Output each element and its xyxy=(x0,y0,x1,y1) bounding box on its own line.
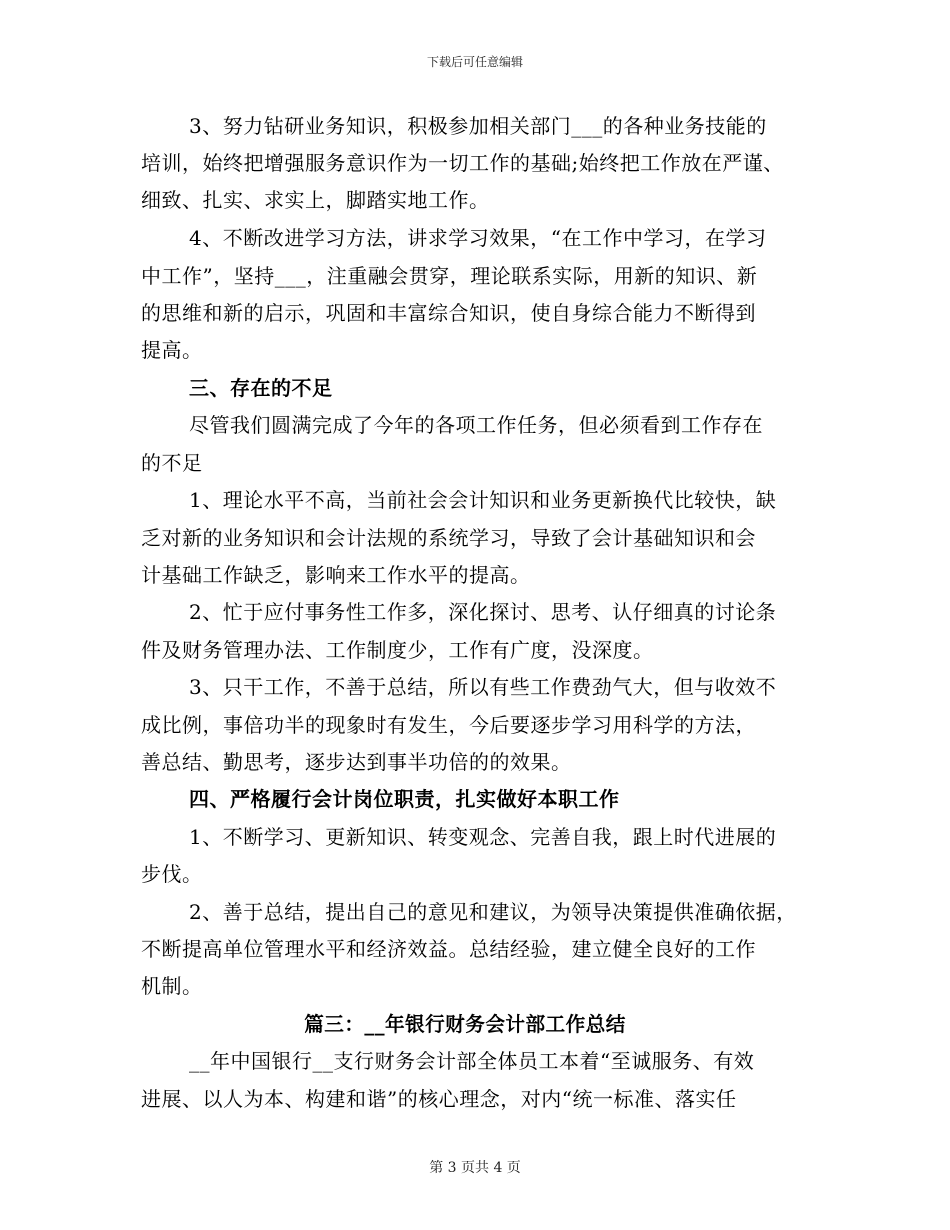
page-footer: 第 3 页共 4 页 xyxy=(429,1160,521,1176)
paragraph-line: 1、理论水平不高，当前社会会计知识和业务更新换代比较快，缺 xyxy=(189,488,777,512)
paragraph-line: 进展、以人为本、构建和谐”的核心理念，对内“统一标准、落实任 xyxy=(141,1087,737,1111)
paragraph-line: 机制。 xyxy=(141,974,203,998)
paragraph-line: 件及财务管理办法、工作制度少，工作有广度，没深度。 xyxy=(141,638,654,662)
paragraph-line: 不断提高单位管理水平和经济效益。总结经验，建立健全良好的工作 xyxy=(141,937,756,961)
paragraph-line: 2、善于总结，提出自己的意见和建议，为领导决策提供准确依据， xyxy=(189,900,797,924)
paragraph-line: 中工作”，坚持___，注重融会贯穿，理论联系实际，用新的知识、新 xyxy=(141,264,758,288)
paragraph-line: 成比例，事倍功半的现象时有发生，今后要逐步学习用科学的方法， xyxy=(141,713,756,737)
paragraph-line: 1、不断学习、更新知识、转变观念、完善自我，跟上时代进展的 xyxy=(189,825,777,849)
section-heading: 三、存在的不足 xyxy=(189,376,333,400)
paragraph-line: 的思维和新的启示，巩固和丰富综合知识，使自身综合能力不断得到 xyxy=(141,301,756,325)
paragraph-line: 计基础工作缺乏，影响来工作水平的提高。 xyxy=(141,563,531,587)
paragraph-line: 3、只干工作，不善于总结，所以有些工作费劲气大，但与收效不 xyxy=(189,675,777,699)
paragraph-line: 3、努力钻研业务知识，积极参加相关部门___的各种业务技能的 xyxy=(189,114,767,138)
paragraph-line: 善总结、勤思考，逐步达到事半功倍的的效果。 xyxy=(141,750,572,774)
article-title: 篇三：__年银行财务会计部工作总结 xyxy=(304,1012,626,1036)
paragraph-line: 2、忙于应付事务性工作多，深化探讨、思考、认仔细真的讨论条 xyxy=(189,600,777,624)
section-heading: 四、严格履行会计岗位职责，扎实做好本职工作 xyxy=(189,787,620,811)
paragraph-line: 4、不断改进学习方法，讲求学习效果，“在工作中学习，在学习 xyxy=(189,226,767,250)
paragraph-line: 乏对新的业务知识和会计法规的系统学习，导致了会计基础知识和会 xyxy=(141,526,756,550)
paragraph-line: 培训，始终把增强服务意识作为一切工作的基础;始终把工作放在严谨、 xyxy=(141,151,784,175)
page-header: 下载后可任意编辑 xyxy=(426,55,523,69)
paragraph-line: __年中国银行__支行财务会计部全体员工本着“至诚服务、有效 xyxy=(189,1049,755,1073)
paragraph-line: 细致、扎实、求实上，脚踏实地工作。 xyxy=(141,188,490,212)
paragraph-line: 尽管我们圆满完成了今年的各项工作任务，但必须看到工作存在 xyxy=(189,413,763,437)
paragraph-line: 步伐。 xyxy=(141,862,203,886)
paragraph-line: 的不足 xyxy=(141,451,203,475)
paragraph-line: 提高。 xyxy=(141,338,203,362)
